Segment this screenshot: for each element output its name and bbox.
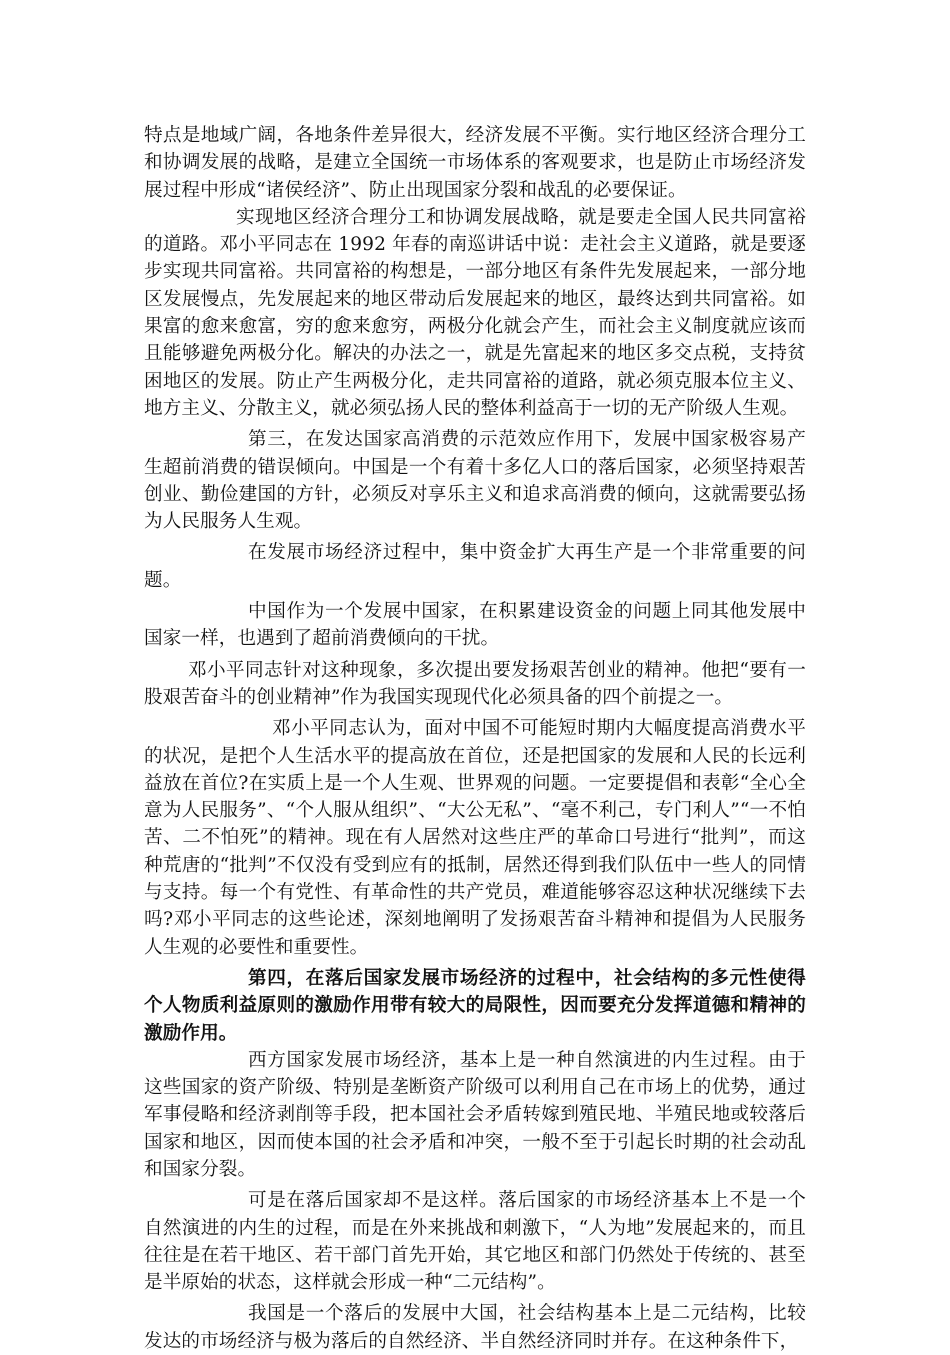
paragraph-11: 我国是一个落后的发展中大国，社会结构基本上是二元结构，比较发达的市场经济与极为落后的自然经济、半自然经济同时并存。在这种条件下， [144,1303,806,1352]
paragraph-6: 邓小平同志针对这种现象，多次提出要发扬艰苦创业的精神。他把“要有一股艰苦奋斗的创业精神”作为我国实现现代化必须具备的四个前提之一。 [144,659,806,708]
paragraph-4: 在发展市场经济过程中，集中资金扩大再生产是一个非常重要的问题。 [144,542,806,591]
paragraph-3: 第三，在发达国家高消费的示范效应作用下，发展中国家极容易产生超前消费的错误倾向。中国是一个有着十多亿人口的落后国家，必须坚持艰苦创业、勤俭建国的方针，必须反对享乐主义和追求高消费的倾向，这就需要弘扬为人民服务人生观。 [144,429,806,533]
paragraph-5: 中国作为一个发展中国家，在积累建设资金的问题上同其他发展中国家一样，也遇到了超前消费倾向的干扰。 [144,601,806,650]
paragraph-9: 西方国家发展市场经济，基本上是一种自然演进的内生过程。由于这些国家的资产阶级、特别是垄断资产阶级可以利用自己在市场上的优势，通过军事侵略和经济剥削等手段，把本国社会矛盾转嫁到殖民地、半殖民地或较落后国家和地区，因而使本国的社会矛盾和冲突，一般不至于引起长时期的社会动乱和国家分裂。 [144,1049,806,1180]
paragraph-7: 邓小平同志认为，面对中国不可能短时期内大幅度提高消费水平的状况，是把个人生活水平的提高放在首位，还是把国家的发展和人民的长远利益放在首位?在实质上是一个人生观、世界观的问题。一定要提倡和表彰“全心全意为人民服务”、“个人服从组织”、“大公无私”、“毫不利己，专门利人”“一不怕苦、二不怕死”的精神。现在有人居然对这些庄严的革命口号进行“批判”，而这种荒唐的“批判”不仅没有受到应有的抵制，居然还得到我们队伍中一些人的同情与支持。每一个有党性、有革命性的共产党员，难道能够容忍这种状况继续下去吗?邓小平同志的这些论述，深刻地阐明了发扬艰苦奋斗精神和提倡为人民服务人生观的必要性和重要性。 [144,718,806,958]
paragraph-1: 特点是地域广阔，各地条件差异很大，经济发展不平衡。实行地区经济合理分工和协调发展的战略，是建立全国统一市场体系的客观要求，也是防止市场经济发展过程中形成“诸侯经济”、防止出现国家分裂和战乱的必要保证。 [144,125,806,201]
paragraph-2: 实现地区经济合理分工和协调发展战略，就是要走全国人民共同富裕的道路。邓小平同志在 1992 年春的南巡讲话中说：走社会主义道路，就是要逐步实现共同富裕。共同富裕的构想是，一部分地区有条件先发展起来，一部分地区发展慢点，先发展起来的地区带动后发展起来的地区，最终达到共同富裕。如果富的愈来愈富，穷的愈来愈穷，两极分化就会产生，而社会主义制度就应该而且能够避免两极分化。解决的办法之一，就是先富起来的地区多交点税，支持贫困地区的发展。防止产生两极分化，走共同富裕的道路，就必须克服本位主义、地方主义、分散主义，就必须弘扬人民的整体利益高于一切的无产阶级人生观。 [144,206,806,419]
document-page [144,122,806,1355]
paragraph-8-heading: 第四，在落后国家发展市场经济的过程中，社会结构的多元性使得个人物质利益原则的激励作用带有较大的局限性，因而要充分发挥道德和精神的激励作用。 [144,967,806,1044]
paragraph-10: 可是在落后国家却不是这样。落后国家的市场经济基本上不是一个自然演进的内生的过程，而是在外来挑战和刺激下，“人为地”发展起来的，而且往往是在若干地区、若干部门首先开始，其它地区和部门仍然处于传统的、甚至是半原始的状态，这样就会形成一种“二元结构”。 [144,1190,806,1294]
